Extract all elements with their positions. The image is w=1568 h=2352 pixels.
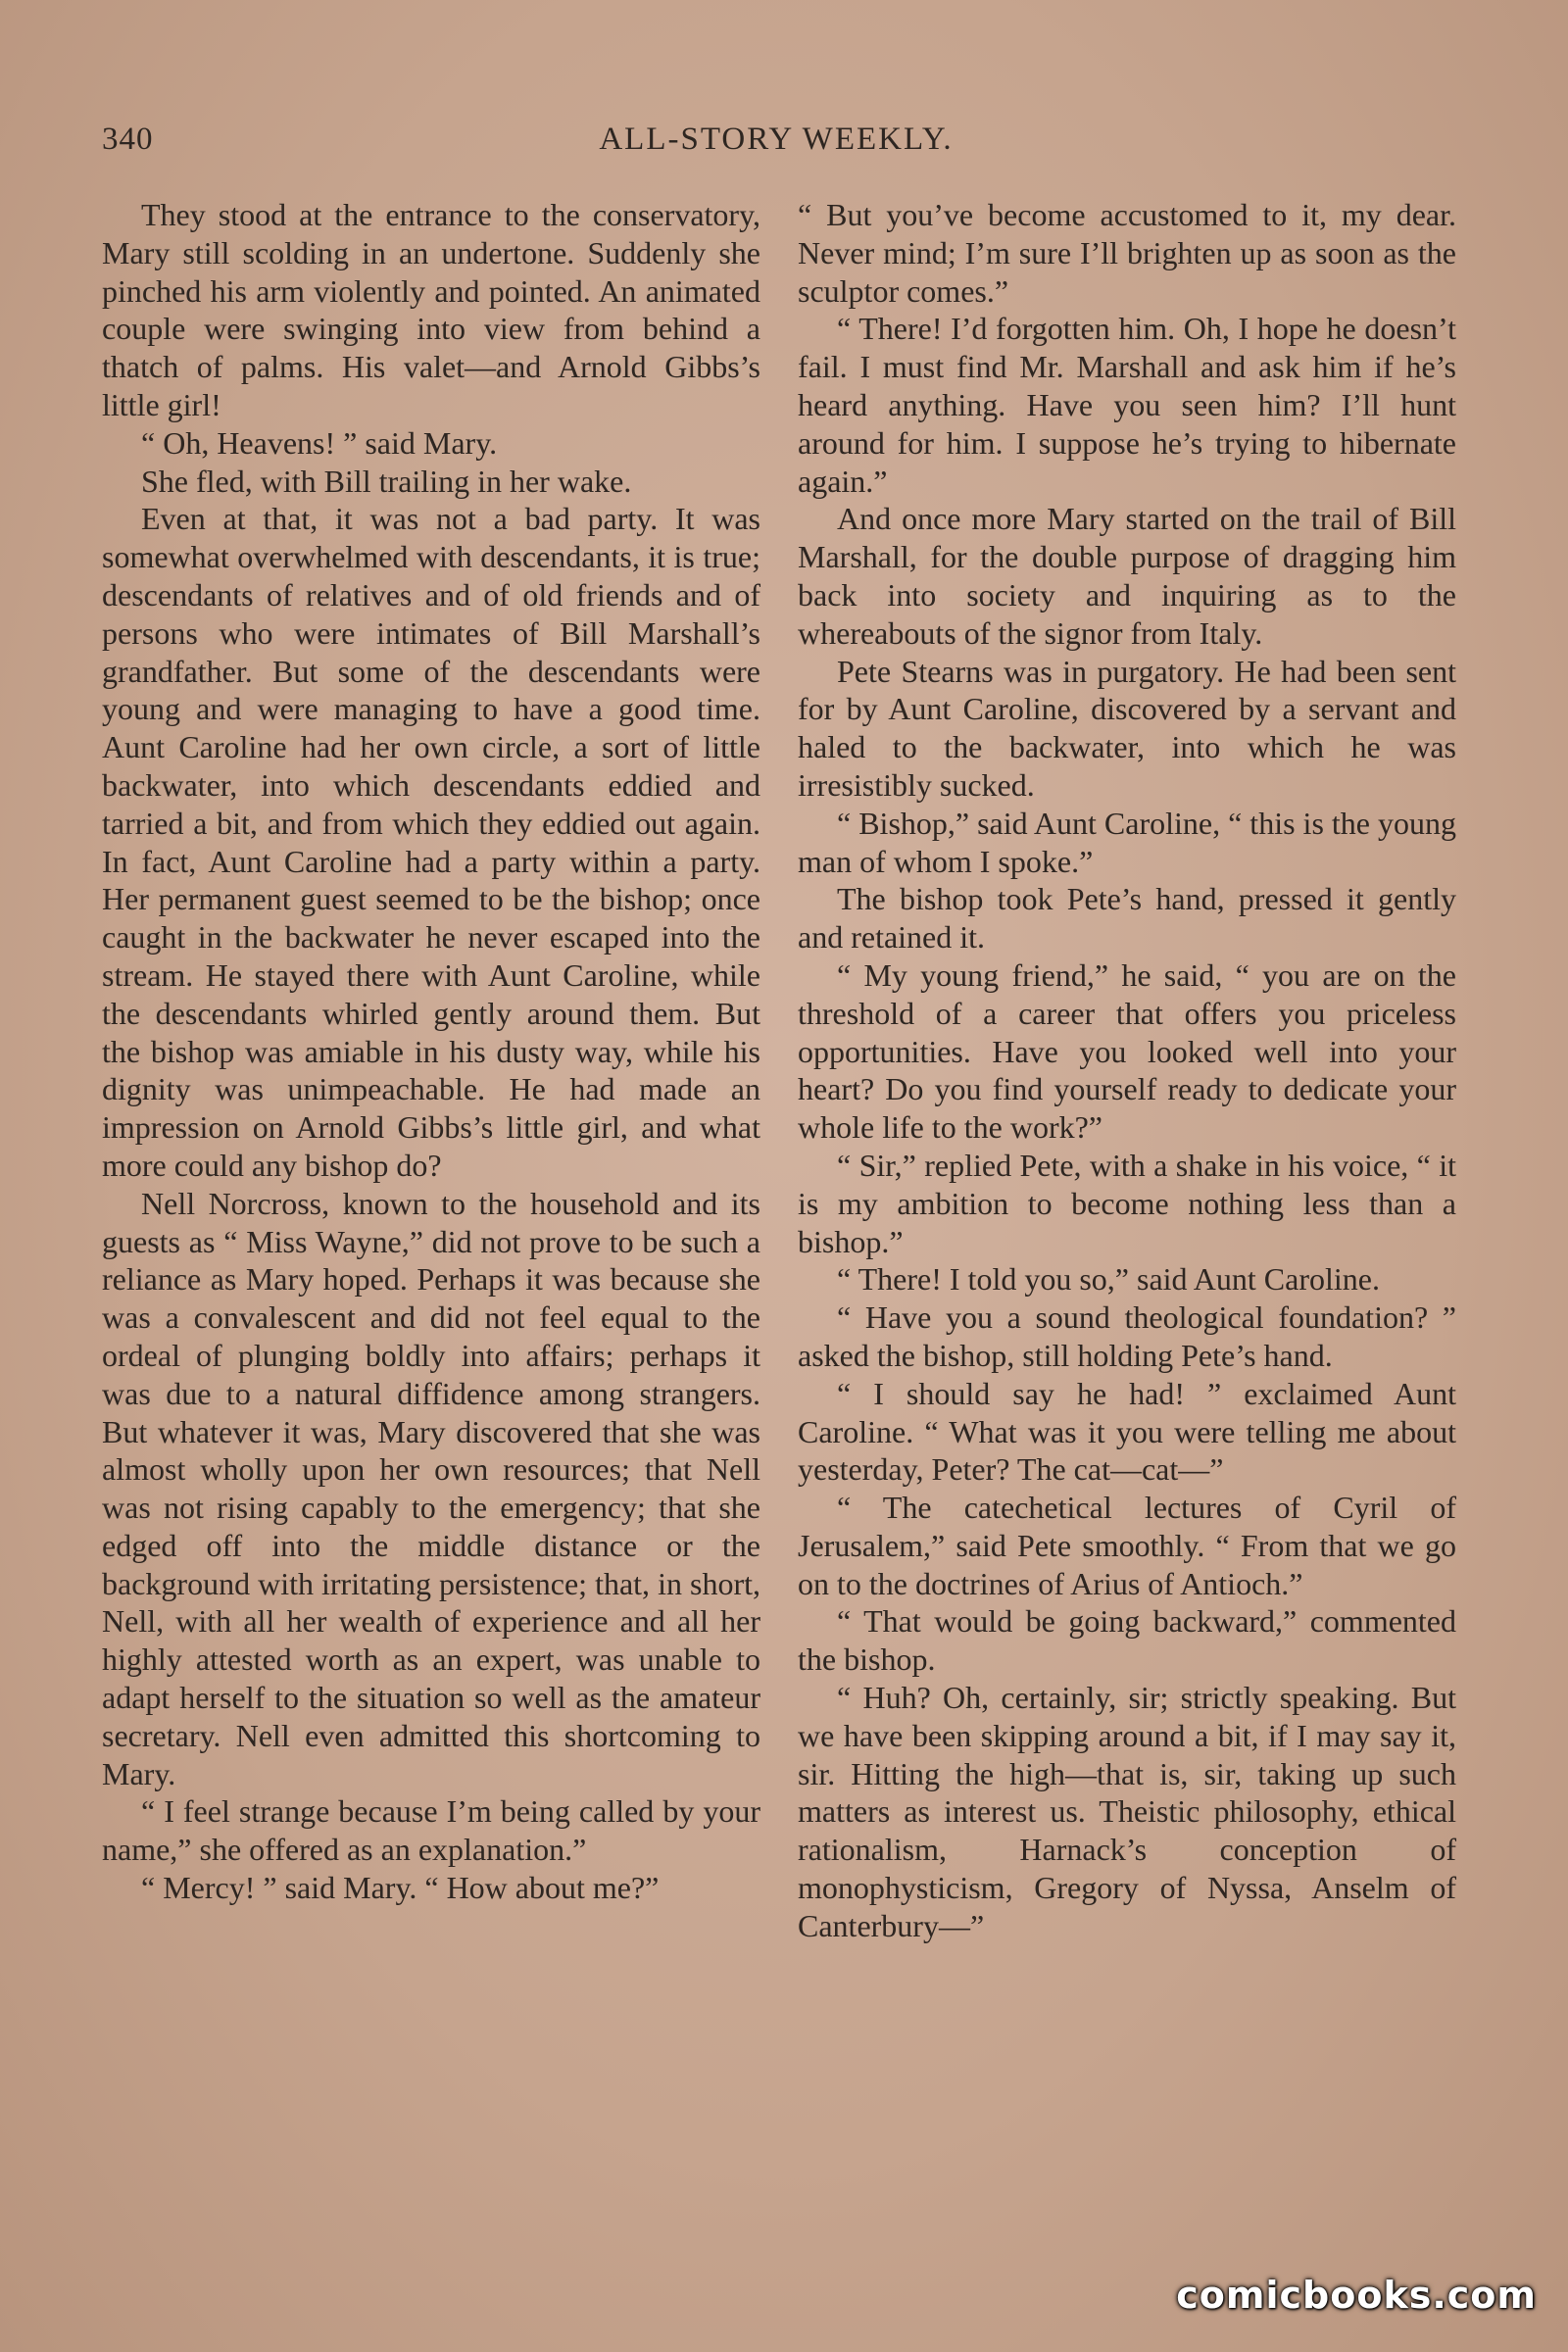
paragraph: “ I should say he had! ” exclaimed Aunt Caroline. “ What was it you were telling me about yesterday, Peter? The cat—cat—” xyxy=(798,1375,1456,1488)
paragraph: “ Oh, Heavens! ” said Mary. xyxy=(141,424,498,461)
paragraph: The bishop took Pete’s hand, pressed it gently and retained it. xyxy=(798,881,1456,956)
paragraph: “ Have you a sound theological foundation? ” asked the bishop, still holding Pete’s hand. xyxy=(798,1299,1456,1373)
paragraph: “ The catechetical lectures of Cyril of Jerusalem,” said Pete smoothly. “ From that we go on to the doctrines of Arius of Antioch.” xyxy=(798,1490,1456,1601)
paragraph: “ There! I told you so,” said Aunt Caroline. xyxy=(837,1261,1380,1298)
paragraph: “ Huh? Oh, certainly, sir; strictly speaking. But we have been skipping around a bit, if I may say it, sir. Hitting the high—that is, sir, taking up such matters as interest us. Theistic philosophy, ethical rationalism, Harnack’s conception of monophysticism, Gregory of Nyssa, Anselm of Canterbury—” xyxy=(798,1680,1456,1943)
running-title: ALL-STORY WEEKLY. xyxy=(599,122,954,157)
paragraph: Pete Stearns was in purgatory. He had been sent for by Aunt Caroline, discovered by a servant and haled to the backwater, into which he was irresistibly sucked. xyxy=(798,653,1456,803)
left-column xyxy=(102,196,760,1907)
text-columns xyxy=(102,196,1456,2234)
paragraph: They stood at the entrance to the conservatory, Mary still scolding in an undertone. Suddenly she pinched his arm violently and pointed. An animated couple were swinging into view from behind a thatch of palms. His valet—and Arnold Gibbs’s little girl! xyxy=(102,197,760,422)
page-header xyxy=(102,122,1450,171)
paragraph: “ But you’ve become accustomed to it, my dear. Never mind; I’m sure I’ll brighten up as soon as the sculptor comes.” xyxy=(798,197,1456,309)
paragraph: “ Mercy! ” said Mary. “ How about me?” xyxy=(141,1870,660,1906)
right-column xyxy=(798,196,1456,1945)
paragraph: “ Bishop,” said Aunt Caroline, “ this is the young man of whom I spoke.” xyxy=(798,805,1456,879)
paragraph: And once more Mary started on the trail of Bill Marshall, for the double purpose of dragging him back into society and inquiring as to the whereabouts of the signor from Italy. xyxy=(798,501,1456,651)
paragraph: “ Sir,” replied Pete, with a shake in his voice, “ it is my ambition to become nothing less than a bishop.” xyxy=(798,1147,1456,1259)
paragraph: “ I feel strange because I’m being called by your name,” she offered as an explanation.” xyxy=(102,1793,760,1868)
watermark: comicbooks.com xyxy=(1176,2274,1537,2317)
paragraph: “ That would be going backward,” commented the bishop. xyxy=(798,1603,1456,1678)
paragraph: She fled, with Bill trailing in her wake. xyxy=(141,463,632,499)
page-number: 340 xyxy=(102,122,154,157)
paragraph: Even at that, it was not a bad party. It was somewhat overwhelmed with descendants, it is true; descendants of relatives and of old friends and of persons who were intimates of Bill Marshall’s grandfather. But some of the descendants were young and were managing to have a good time. Aunt Caroline had her own circle, a sort of little backwater, into which descendants eddied and tarried a bit, and from which they eddied out again. In fact, Aunt Caroline had a party within a party. Her permanent guest seemed to be the bishop; once caught in the backwater he never escaped into the stream. He stayed there with Aunt Caroline, while the descendants whirled gently around them. But the bishop was amiable in his dusty way, while his dignity was unimpeachable. He had made an impression on Arnold Gibbs’s little girl, and what more could any bishop do? xyxy=(102,501,760,1183)
paragraph: “ My young friend,” he said, “ you are on the threshold of a career that offers you priceless opportunities. Have you looked well into your heart? Do you find yourself ready to dedicate your whole life to the work?” xyxy=(798,956,1456,1146)
paragraph: “ There! I’d forgotten him. Oh, I hope he doesn’t fail. I must find Mr. Marshall and ask him if he’s heard anything. Have you seen him? I’ll hunt around for him. I suppose he’s trying to hibernate again.” xyxy=(798,311,1456,499)
paragraph: Nell Norcross, known to the household and its guests as “ Miss Wayne,” did not prove to be such a reliance as Mary hoped. Perhaps it was because she was a convalescent and did not feel equal to the ordeal of plunging boldly into affairs; perhaps it was due to a natural diffidence among strangers. But whatever it was, Mary discovered that she was almost wholly upon her own resources; that Nell was not rising capably to the emergency; that she edged off into the middle distance or the background with irritating persistence; that, in short, Nell, with all her wealth of experience and all her highly attested worth as an expert, was unable to adapt herself to the situation so well as the amateur secretary. Nell even admitted this shortcoming to Mary. xyxy=(102,1185,760,1791)
